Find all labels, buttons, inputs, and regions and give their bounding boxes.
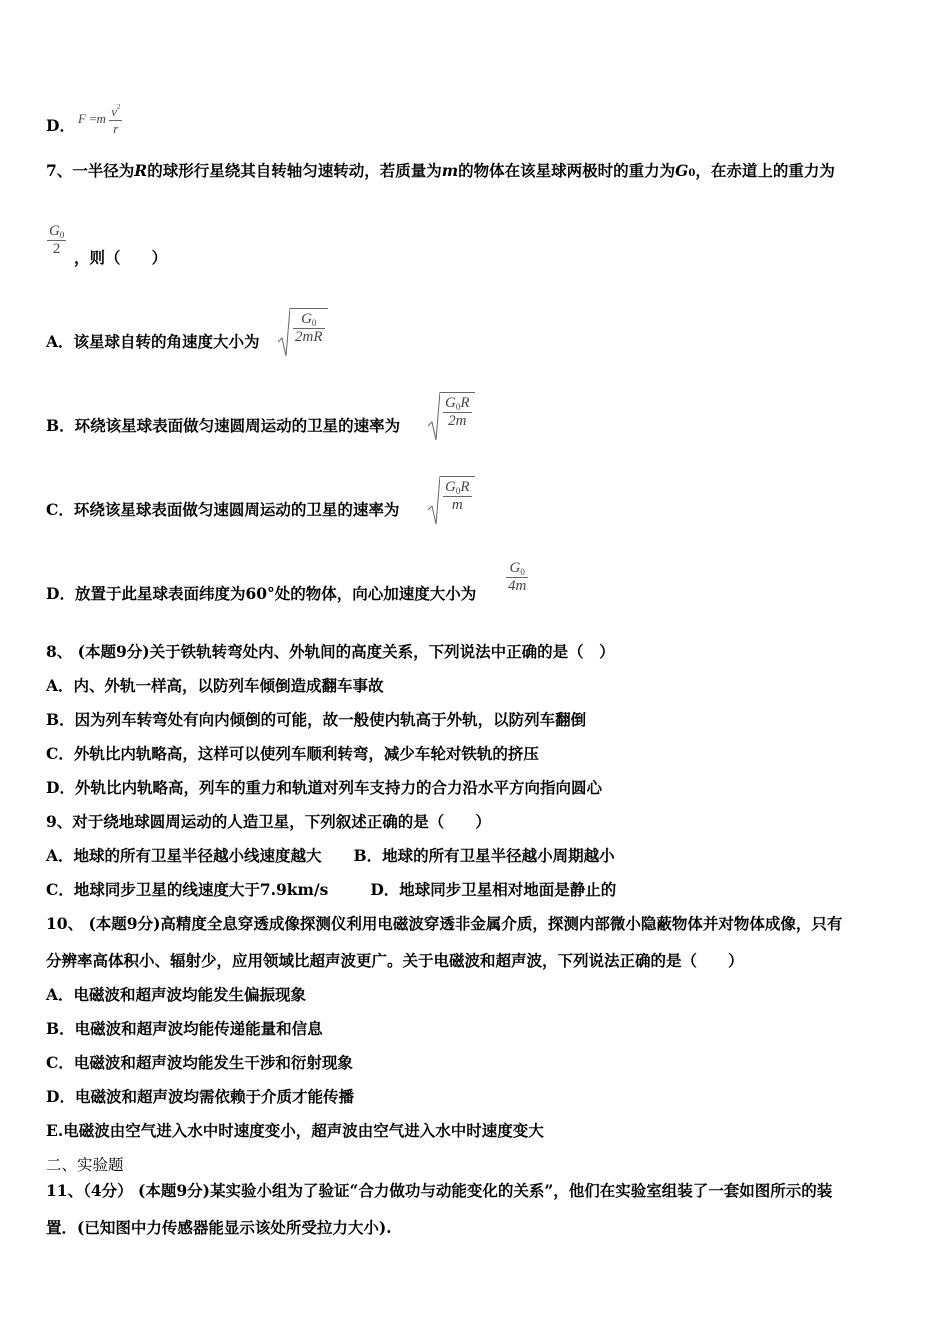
fraction-numerator: G (445, 395, 456, 411)
formula-lhs: F (78, 110, 86, 126)
section-heading: 二、实验题 (46, 1156, 124, 1174)
q7-option-c (46, 500, 399, 520)
q8-option-a: A．内、外轨一样高，以防列车倾倒造成翻车事故 (46, 676, 384, 695)
fraction-denominator: r (109, 120, 122, 137)
q7-stem-a: 7、一半径为 (46, 161, 135, 180)
q7-var-r: R (134, 161, 148, 180)
q7-g0-half-fraction (47, 223, 66, 258)
fraction-numerator-tail: R (460, 395, 470, 411)
q7-option-a-formula (278, 308, 328, 358)
q9-option-c: C．地球同步卫星的线速度大于7.9km/s (46, 880, 329, 899)
formula-fraction (109, 103, 122, 137)
q7-option-d-text: D．放置于此星球表面纬度为60°处的物体，向心加速度大小为 (46, 584, 477, 603)
fraction-numerator: G (49, 223, 60, 239)
q9-stem: 9、对于绕地球圆周运动的人造卫星，下列叙述正确的是（ ） (46, 812, 491, 831)
fraction-numerator-sub: 0 (59, 230, 65, 240)
q10-option-e: E.电磁波由空气进入水中时速度变小，超声波由空气进入水中时速度变大 (46, 1121, 544, 1140)
fraction-numerator-sub: 0 (455, 486, 461, 496)
q9-option-d: D．地球同步卫星相对地面是静止的 (370, 880, 617, 899)
q10-option-c: C．电磁波和超声波均能发生干涉和衍射现象 (46, 1053, 353, 1072)
q9-options-row-2 (46, 880, 616, 900)
q9-option-b: B．地球的所有卫星半径越小周期越小 (353, 846, 615, 865)
q11-stem-line-2: 置．(已知图中力传感器能显示该处所受拉力大小). (46, 1218, 392, 1237)
q7-option-b (46, 416, 400, 436)
fraction-denominator: 2m (443, 412, 472, 430)
q10-option-a: A．电磁波和超声波均能发生偏振现象 (46, 985, 307, 1004)
q7-stem (46, 161, 835, 184)
q9-options-row-1 (46, 846, 615, 866)
q6-option-d (46, 116, 75, 136)
q7-option-b-text: B．环绕该星球表面做匀速圆周运动的卫星的速率为 (46, 416, 401, 435)
q7-option-d (46, 584, 476, 604)
fraction-denominator: 4m (508, 578, 527, 594)
q9-option-a: A．地球的所有卫星半径越小线速度越大 (46, 846, 322, 865)
q7-option-a (46, 332, 260, 352)
q6-option-d-formula (78, 103, 122, 137)
q8-stem: 8、 (本题9分)关于铁轨转弯处内、外轨间的高度关系，下列说法中正确的是（ ） (46, 642, 615, 661)
fraction-denominator: 2 (47, 240, 66, 258)
fraction-numerator-tail: R (460, 479, 470, 495)
q11-stem-line-1: 11、（4分） (本题9分)某实验小组为了验证“合力做功与动能变化的关系”，他们在实验室组装了一套如图所示的装 (46, 1181, 833, 1200)
q10-option-b: B．电磁波和超声波均能传递能量和信息 (46, 1019, 323, 1038)
q7-var-g0: G (675, 161, 689, 180)
q7-option-c-formula (428, 476, 475, 526)
q8-option-c: C．外轨比内轨略高，这样可以使列车顺利转弯，减少车轮对铁轨的挤压 (46, 744, 539, 763)
q8-option-d: D．外轨比内轨略高，列车的重力和轨道对列车支持力的合力沿水平方向指向圆心 (46, 778, 602, 797)
q10-stem-line-1: 10、 (本题9分)高精度全息穿透成像探测仪利用电磁波穿透非金属介质，探测内部微小隐蔽物体并对物体成像，只有 (46, 914, 843, 933)
q7-option-b-formula (428, 392, 475, 442)
fraction-numerator: G (509, 560, 521, 576)
fraction-numerator: G (445, 479, 456, 495)
q10-option-d: D．电磁波和超声波均需依赖于介质才能传播 (46, 1087, 354, 1106)
q7-option-d-formula (506, 560, 528, 595)
q7-option-c-text: C．环绕该星球表面做匀速圆周运动的卫星的速率为 (46, 500, 400, 519)
fraction-denominator: m (443, 496, 472, 514)
q6-option-d-label: D． (46, 116, 75, 135)
q8-option-b: B．因为列车转弯处有向内倾倒的可能，故一般使内轨高于外轨，以防列车翻倒 (46, 710, 587, 729)
formula-equals: = (89, 110, 97, 126)
formula-mass: m (96, 110, 106, 126)
q7-option-a-text: A．该星球自转的角速度大小为 (46, 332, 260, 351)
q7-stem-e: ，则（ ） (74, 248, 168, 267)
fraction-numerator-sub: 0 (520, 567, 525, 577)
q7-stem-end (74, 248, 167, 268)
q7-stem-c: 的物体在该星球两极时的重力为 (458, 161, 676, 180)
q7-var-g0-sub: 0 (688, 168, 696, 179)
fraction-numerator-sub: 0 (455, 402, 461, 412)
fraction-numerator: G (301, 311, 312, 327)
fraction-numerator-sub: 0 (311, 318, 317, 328)
fraction-denominator: 2mR (295, 329, 323, 345)
fraction-numerator: v (111, 104, 117, 119)
q10-stem-line-2: 分辨率高体积小、辐射少，应用领域比超声波更广。关于电磁波和超声波，下列说法正确的是（ ） (46, 951, 744, 970)
q7-var-m: m (441, 161, 459, 180)
q7-stem-b: 的球形行星绕其自转轴匀速转动，若质量为 (147, 161, 442, 180)
q7-stem-d: ，在赤道上的重力为 (695, 161, 835, 180)
fraction-numerator-sup: 2 (116, 103, 121, 111)
